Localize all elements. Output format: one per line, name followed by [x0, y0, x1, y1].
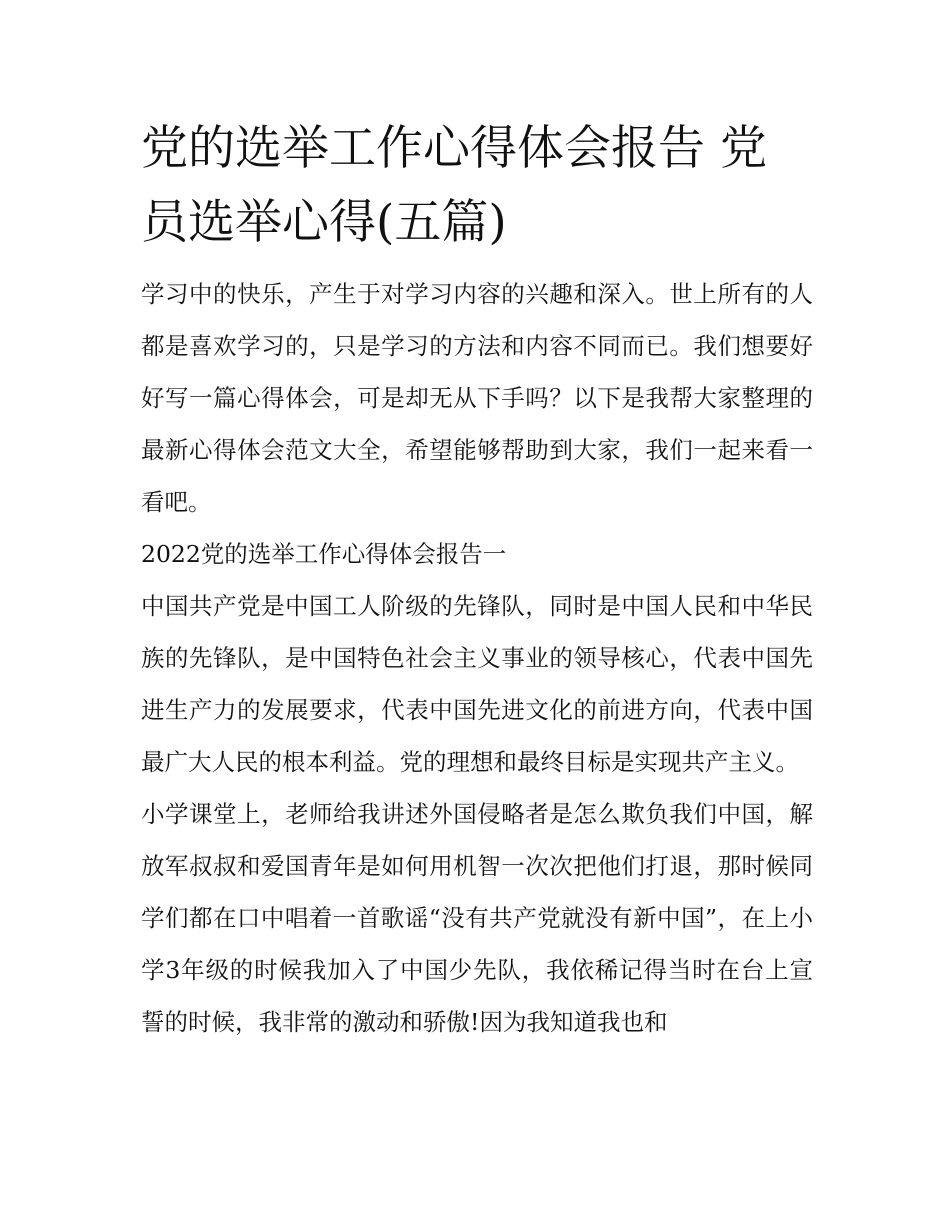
body-paragraph: 小学课堂上，老师给我讲述外国侵略者是怎么欺负我们中国，解放军叔叔和爱国青年是如何用机智一次次把他们打退，那时候同学们都在口中唱着一首歌谣“没有共产党就没有新中国”，在上小学3年级的时候我加入了中国少先队，我依稀记得当时在台上宣誓的时候，我非常的激动和骄傲!因为我知道我也和	[141, 800, 813, 1036]
document-content	[141, 112, 813, 1048]
intro-paragraph: 学习中的快乐，产生于对学习内容的兴趣和深入。世上所有的人都是喜欢学习的，只是学习的方法和内容不同而已。我们想要好好写一篇心得体会，可是却无从下手吗？以下是我帮大家整理的最新心得体会范文大全，希望能够帮助到大家，我们一起来看一看吧。	[141, 280, 813, 516]
document-title: 党的选举工作心得体会报告 党员选举心得(五篇)	[141, 121, 767, 250]
section-heading: 2022党的选举工作心得体会报告一	[141, 540, 507, 568]
body-paragraph: 中国共产党是中国工人阶级的先锋队，同时是中国人民和中华民族的先锋队，是中国特色社会主义事业的领导核心，代表中国先进生产力的发展要求，代表中国先进文化的前进方向，代表中国最广大人民的根本利益。党的理想和最终目标是实现共产主义。	[141, 592, 813, 776]
document-body	[141, 268, 813, 1048]
